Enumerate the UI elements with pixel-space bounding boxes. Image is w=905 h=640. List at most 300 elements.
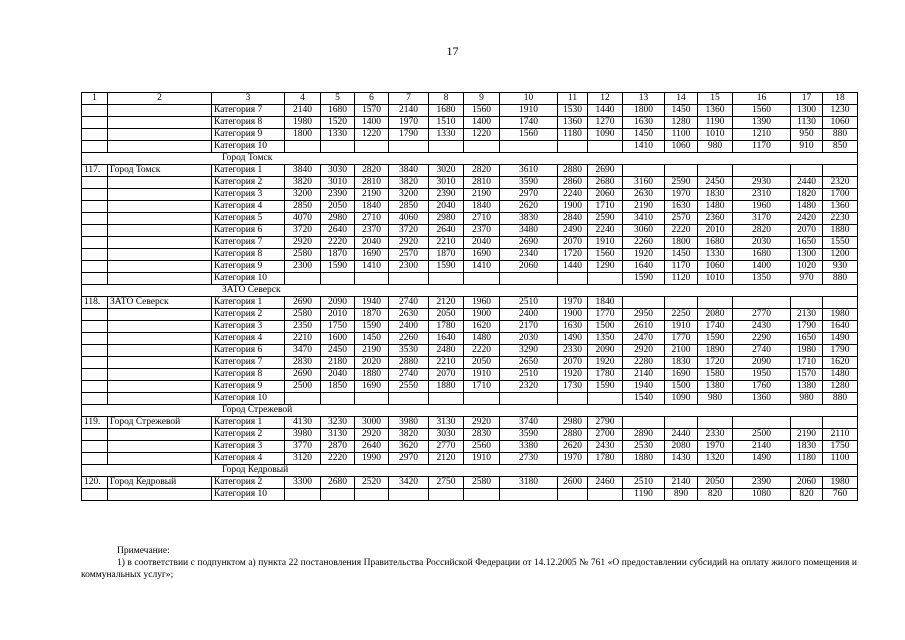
value-cell: 1220 — [355, 129, 389, 141]
value-cell: 3030 — [321, 165, 355, 177]
value-cell: 1970 — [558, 453, 588, 465]
value-cell: 2690 — [500, 237, 558, 249]
value-cell: 1770 — [588, 309, 623, 321]
value-cell: 2630 — [389, 309, 429, 321]
value-cell: 1220 — [464, 129, 500, 141]
value-cell: 1320 — [698, 453, 733, 465]
value-cell: 2820 — [464, 165, 500, 177]
value-cell: 2050 — [321, 201, 355, 213]
value-cell: 1360 — [823, 201, 858, 213]
value-cell — [321, 489, 355, 501]
value-cell: 2640 — [355, 441, 389, 453]
municipality-cell: Город Томск — [108, 165, 212, 177]
value-cell: 2640 — [321, 225, 355, 237]
table-row — [82, 381, 858, 393]
value-cell: 1720 — [558, 249, 588, 261]
table-row — [82, 189, 858, 201]
value-cell — [355, 393, 389, 405]
note-text: 1) в соответствии с подпунктом а) пункта 22 постановления Правительства Российской Федерации от 14.12.2005 № 761 «О предоставлении субсидий на оплату жилого помещения и коммунальных услуг»; — [81, 558, 857, 580]
value-cell: 2040 — [321, 369, 355, 381]
value-cell: 1680 — [733, 249, 791, 261]
value-cell: 1840 — [464, 201, 500, 213]
municipality-cell — [108, 177, 212, 189]
value-cell — [558, 141, 588, 153]
value-cell: 3980 — [285, 429, 321, 441]
value-cell: 1910 — [464, 369, 500, 381]
category-cell: Категория 10 — [212, 273, 285, 285]
row-number-cell — [82, 189, 108, 201]
value-cell: 1790 — [823, 345, 858, 357]
value-cell: 3820 — [389, 177, 429, 189]
value-cell: 2450 — [321, 345, 355, 357]
value-cell: 4130 — [285, 417, 321, 429]
value-cell: 1550 — [823, 237, 858, 249]
value-cell: 2600 — [558, 477, 588, 489]
value-cell: 1350 — [588, 333, 623, 345]
value-cell: 2630 — [623, 189, 665, 201]
value-cell: 1350 — [733, 273, 791, 285]
value-cell: 1640 — [623, 261, 665, 273]
value-cell: 2210 — [429, 357, 464, 369]
value-cell: 1100 — [823, 453, 858, 465]
value-cell — [558, 489, 588, 501]
section-title: ЗАТО Северск — [82, 285, 858, 297]
subsidy-standards-table — [81, 92, 858, 501]
table-row — [82, 225, 858, 237]
value-cell: 1190 — [698, 117, 733, 129]
row-number-cell — [82, 105, 108, 117]
value-cell: 1900 — [558, 201, 588, 213]
value-cell: 880 — [823, 393, 858, 405]
value-cell: 1830 — [665, 357, 698, 369]
value-cell — [355, 141, 389, 153]
value-cell: 1580 — [698, 369, 733, 381]
value-cell: 1740 — [698, 321, 733, 333]
municipality-cell — [108, 117, 212, 129]
row-number-cell — [82, 429, 108, 441]
value-cell: 2420 — [791, 213, 823, 225]
value-cell: 1380 — [698, 381, 733, 393]
value-cell: 1840 — [588, 297, 623, 309]
value-cell: 2830 — [285, 357, 321, 369]
value-cell: 1120 — [665, 273, 698, 285]
value-cell: 1060 — [823, 117, 858, 129]
category-cell: Категория 2 — [212, 477, 285, 489]
column-header: 18 — [823, 93, 858, 105]
value-cell: 1200 — [823, 249, 858, 261]
value-cell: 1330 — [698, 249, 733, 261]
value-cell: 1710 — [791, 357, 823, 369]
column-header: 15 — [698, 93, 733, 105]
value-cell: 2680 — [321, 477, 355, 489]
value-cell: 2970 — [500, 189, 558, 201]
table-row — [82, 273, 858, 285]
value-cell: 2510 — [623, 477, 665, 489]
category-cell: Категория 4 — [212, 333, 285, 345]
value-cell — [389, 393, 429, 405]
value-cell: 2580 — [464, 477, 500, 489]
value-cell: 1900 — [464, 309, 500, 321]
column-header: 16 — [733, 93, 791, 105]
value-cell: 1620 — [464, 321, 500, 333]
value-cell: 1630 — [623, 117, 665, 129]
value-cell: 1800 — [665, 237, 698, 249]
value-cell: 3420 — [389, 477, 429, 489]
value-cell: 1870 — [321, 249, 355, 261]
municipality-cell — [108, 321, 212, 333]
value-cell: 3020 — [429, 165, 464, 177]
value-cell: 3720 — [285, 225, 321, 237]
value-cell: 2580 — [285, 249, 321, 261]
value-cell: 2510 — [500, 369, 558, 381]
value-cell: 2370 — [355, 225, 389, 237]
value-cell: 2980 — [558, 417, 588, 429]
value-cell: 1590 — [355, 321, 389, 333]
row-number-cell — [82, 261, 108, 273]
value-cell: 1940 — [355, 297, 389, 309]
row-number-cell — [82, 321, 108, 333]
value-cell — [698, 417, 733, 429]
value-cell: 2480 — [429, 345, 464, 357]
value-cell: 1540 — [623, 393, 665, 405]
value-cell: 2400 — [500, 309, 558, 321]
value-cell — [698, 297, 733, 309]
value-cell: 3120 — [285, 453, 321, 465]
value-cell: 2060 — [588, 189, 623, 201]
row-number-cell: 118. — [82, 297, 108, 309]
table-row — [82, 213, 858, 225]
value-cell: 2220 — [665, 225, 698, 237]
value-cell: 2440 — [791, 177, 823, 189]
municipality-cell — [108, 141, 212, 153]
row-number-cell — [82, 273, 108, 285]
value-cell: 2450 — [698, 177, 733, 189]
value-cell: 1780 — [588, 453, 623, 465]
section-title: Город Томск — [82, 153, 858, 165]
value-cell — [791, 297, 823, 309]
value-cell: 2770 — [733, 309, 791, 321]
value-cell: 2050 — [429, 309, 464, 321]
municipality-cell — [108, 429, 212, 441]
value-cell: 1590 — [321, 261, 355, 273]
value-cell: 1590 — [698, 333, 733, 345]
value-cell: 1400 — [464, 117, 500, 129]
value-cell: 3130 — [429, 417, 464, 429]
value-cell: 1870 — [429, 249, 464, 261]
value-cell: 1920 — [588, 357, 623, 369]
value-cell — [588, 393, 623, 405]
value-cell: 3060 — [623, 225, 665, 237]
value-cell: 1590 — [429, 261, 464, 273]
value-cell: 1620 — [823, 357, 858, 369]
value-cell: 2430 — [733, 321, 791, 333]
category-cell: Категория 1 — [212, 165, 285, 177]
table-row — [82, 141, 858, 153]
value-cell — [321, 393, 355, 405]
value-cell: 2980 — [429, 213, 464, 225]
column-header: 12 — [588, 93, 623, 105]
value-cell: 1330 — [429, 129, 464, 141]
value-cell: 2010 — [698, 225, 733, 237]
value-cell: 2030 — [733, 237, 791, 249]
footnote — [81, 545, 857, 581]
value-cell: 760 — [823, 489, 858, 501]
row-number-cell — [82, 201, 108, 213]
table-row — [82, 129, 858, 141]
table-row — [82, 333, 858, 345]
value-cell: 1980 — [823, 477, 858, 489]
value-cell — [623, 165, 665, 177]
value-cell: 1440 — [588, 105, 623, 117]
row-number-cell — [82, 213, 108, 225]
value-cell: 1480 — [791, 201, 823, 213]
row-number-cell — [82, 489, 108, 501]
value-cell: 2020 — [355, 357, 389, 369]
section-title: Город Кедровый — [82, 465, 858, 477]
table-row — [82, 201, 858, 213]
value-cell: 1010 — [698, 129, 733, 141]
value-cell: 2820 — [355, 165, 389, 177]
table-row — [82, 105, 858, 117]
value-cell: 880 — [823, 273, 858, 285]
value-cell: 1170 — [733, 141, 791, 153]
value-cell: 1300 — [791, 105, 823, 117]
value-cell: 1430 — [665, 453, 698, 465]
value-cell: 2830 — [464, 429, 500, 441]
value-cell — [464, 393, 500, 405]
value-cell — [733, 297, 791, 309]
value-cell — [588, 273, 623, 285]
value-cell: 3130 — [321, 429, 355, 441]
municipality-cell — [108, 249, 212, 261]
value-cell — [558, 393, 588, 405]
row-number-cell — [82, 249, 108, 261]
value-cell: 820 — [791, 489, 823, 501]
value-cell: 1910 — [665, 321, 698, 333]
row-number-cell — [82, 237, 108, 249]
value-cell: 2460 — [588, 477, 623, 489]
value-cell: 1180 — [558, 129, 588, 141]
row-number-cell — [82, 225, 108, 237]
value-cell: 1400 — [733, 261, 791, 273]
value-cell: 2810 — [464, 177, 500, 189]
category-cell: Категория 3 — [212, 321, 285, 333]
value-cell: 2010 — [321, 309, 355, 321]
value-cell: 2260 — [389, 333, 429, 345]
value-cell: 2070 — [791, 225, 823, 237]
value-cell: 3470 — [285, 345, 321, 357]
value-cell: 2920 — [623, 345, 665, 357]
category-cell: Категория 9 — [212, 381, 285, 393]
value-cell: 1880 — [355, 369, 389, 381]
value-cell: 1270 — [588, 117, 623, 129]
value-cell: 2180 — [321, 357, 355, 369]
value-cell: 2580 — [285, 309, 321, 321]
value-cell: 2790 — [588, 417, 623, 429]
value-cell: 3530 — [389, 345, 429, 357]
value-cell — [285, 273, 321, 285]
value-cell: 3610 — [500, 165, 558, 177]
value-cell: 2560 — [464, 441, 500, 453]
row-number-cell — [82, 393, 108, 405]
value-cell: 1870 — [355, 309, 389, 321]
value-cell — [791, 417, 823, 429]
municipality-cell — [108, 273, 212, 285]
value-cell: 2050 — [464, 357, 500, 369]
column-header: 2 — [108, 93, 212, 105]
column-header: 11 — [558, 93, 588, 105]
municipality-cell — [108, 189, 212, 201]
value-cell: 2850 — [285, 201, 321, 213]
value-cell: 1760 — [733, 381, 791, 393]
value-cell: 3820 — [285, 177, 321, 189]
column-header: 4 — [285, 93, 321, 105]
municipality-cell — [108, 201, 212, 213]
value-cell: 2220 — [321, 453, 355, 465]
category-cell: Категория 10 — [212, 489, 285, 501]
value-cell: 1410 — [355, 261, 389, 273]
value-cell: 2090 — [588, 345, 623, 357]
value-cell — [698, 165, 733, 177]
value-cell: 2530 — [623, 441, 665, 453]
value-cell: 2230 — [823, 213, 858, 225]
value-cell — [791, 165, 823, 177]
category-cell: Категория 2 — [212, 177, 285, 189]
value-cell — [464, 141, 500, 153]
value-cell: 1740 — [500, 117, 558, 129]
table-row — [82, 321, 858, 333]
value-cell: 2680 — [588, 177, 623, 189]
value-cell: 3000 — [355, 417, 389, 429]
value-cell: 1560 — [588, 249, 623, 261]
value-cell: 1750 — [321, 321, 355, 333]
value-cell: 2140 — [623, 369, 665, 381]
value-cell: 2190 — [355, 189, 389, 201]
value-cell — [823, 297, 858, 309]
value-cell: 2170 — [500, 321, 558, 333]
value-cell: 890 — [665, 489, 698, 501]
column-header: 9 — [464, 93, 500, 105]
table-row — [82, 441, 858, 453]
value-cell: 2490 — [558, 225, 588, 237]
row-number-cell — [82, 357, 108, 369]
value-cell: 1450 — [665, 105, 698, 117]
municipality-cell: Город Кедровый — [108, 477, 212, 489]
value-cell — [623, 297, 665, 309]
category-cell: Категория 6 — [212, 345, 285, 357]
value-cell: 2810 — [355, 177, 389, 189]
value-cell: 3300 — [285, 477, 321, 489]
category-cell: Категория 8 — [212, 249, 285, 261]
value-cell: 2040 — [464, 237, 500, 249]
value-cell: 3200 — [285, 189, 321, 201]
value-cell: 1360 — [733, 393, 791, 405]
value-cell: 1490 — [558, 333, 588, 345]
table-row — [82, 477, 858, 489]
value-cell: 980 — [698, 393, 733, 405]
value-cell: 3830 — [500, 213, 558, 225]
value-cell — [733, 165, 791, 177]
value-cell: 1910 — [464, 453, 500, 465]
value-cell: 1700 — [823, 189, 858, 201]
value-cell: 2920 — [355, 429, 389, 441]
value-cell: 1280 — [665, 117, 698, 129]
header-row — [82, 93, 858, 105]
value-cell: 3590 — [500, 177, 558, 189]
value-cell: 2740 — [389, 297, 429, 309]
value-cell: 1680 — [698, 237, 733, 249]
value-cell — [588, 141, 623, 153]
value-cell: 1060 — [665, 141, 698, 153]
column-header: 17 — [791, 93, 823, 105]
value-cell: 1390 — [733, 117, 791, 129]
category-cell: Категория 7 — [212, 357, 285, 369]
value-cell: 2340 — [500, 249, 558, 261]
value-cell — [285, 393, 321, 405]
row-number-cell — [82, 333, 108, 345]
value-cell — [588, 489, 623, 501]
value-cell: 2590 — [665, 177, 698, 189]
value-cell: 2080 — [698, 309, 733, 321]
category-cell: Категория 5 — [212, 213, 285, 225]
value-cell: 2690 — [285, 369, 321, 381]
value-cell: 3840 — [285, 165, 321, 177]
value-cell: 1410 — [623, 141, 665, 153]
row-number-cell — [82, 141, 108, 153]
table-row — [82, 489, 858, 501]
value-cell: 2240 — [588, 225, 623, 237]
municipality-cell: Город Стрежевой — [108, 417, 212, 429]
value-cell: 1920 — [558, 369, 588, 381]
value-cell: 3820 — [389, 429, 429, 441]
value-cell: 2430 — [588, 441, 623, 453]
value-cell: 2140 — [389, 105, 429, 117]
category-cell: Категория 10 — [212, 393, 285, 405]
municipality-cell — [108, 261, 212, 273]
category-cell: Категория 7 — [212, 105, 285, 117]
category-cell: Категория 4 — [212, 201, 285, 213]
value-cell: 1080 — [733, 489, 791, 501]
value-cell: 2870 — [321, 441, 355, 453]
value-cell: 1020 — [791, 261, 823, 273]
value-cell: 2590 — [588, 213, 623, 225]
value-cell: 3180 — [500, 477, 558, 489]
value-cell: 1710 — [464, 381, 500, 393]
category-cell: Категория 10 — [212, 141, 285, 153]
municipality-cell — [108, 129, 212, 141]
municipality-cell — [108, 105, 212, 117]
value-cell: 2570 — [389, 249, 429, 261]
value-cell: 2740 — [733, 345, 791, 357]
value-cell: 1520 — [321, 117, 355, 129]
value-cell: 1170 — [665, 261, 698, 273]
value-cell: 2370 — [464, 225, 500, 237]
table-row — [82, 345, 858, 357]
value-cell: 2190 — [623, 201, 665, 213]
value-cell — [355, 273, 389, 285]
value-cell: 1690 — [355, 249, 389, 261]
value-cell: 3160 — [623, 177, 665, 189]
value-cell: 1710 — [588, 201, 623, 213]
value-cell: 2920 — [389, 237, 429, 249]
value-cell: 1990 — [355, 453, 389, 465]
value-cell: 1850 — [321, 381, 355, 393]
value-cell: 2860 — [558, 177, 588, 189]
value-cell — [429, 393, 464, 405]
column-header: 5 — [321, 93, 355, 105]
row-number-cell — [82, 381, 108, 393]
value-cell: 2190 — [791, 429, 823, 441]
